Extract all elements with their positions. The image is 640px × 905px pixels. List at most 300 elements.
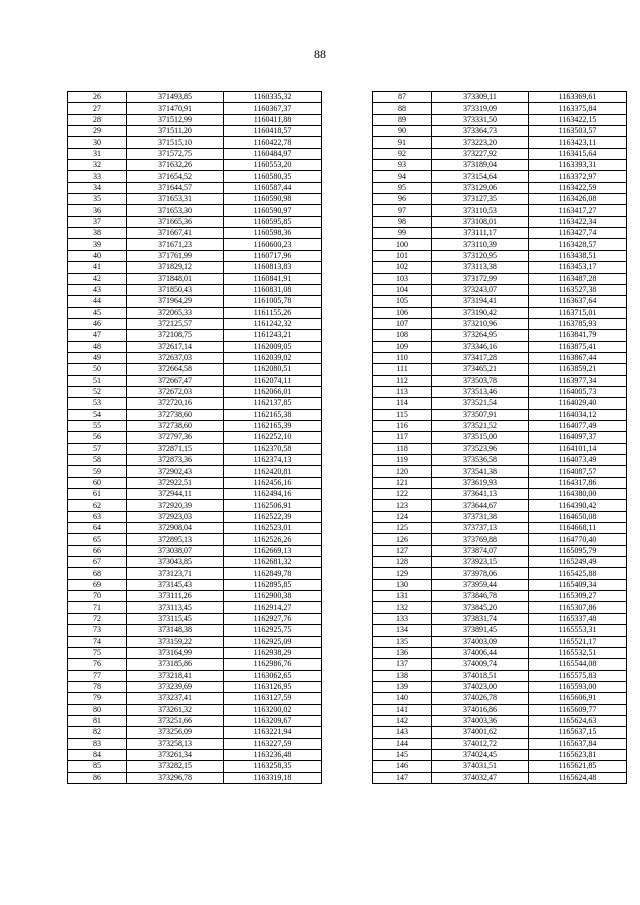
point-number-cell: 142 xyxy=(373,715,432,726)
x-coordinate-cell: 373256,09 xyxy=(127,727,224,738)
point-number-cell: 101 xyxy=(373,250,432,261)
point-number-cell: 122 xyxy=(373,489,432,500)
y-coordinate-cell: 1164380,00 xyxy=(529,489,627,500)
y-coordinate-cell: 1165624,63 xyxy=(529,715,627,726)
y-coordinate-cell: 1163417,27 xyxy=(529,205,627,216)
x-coordinate-cell: 373227,92 xyxy=(432,148,529,159)
table-row xyxy=(68,500,322,511)
x-coordinate-cell: 372902,43 xyxy=(127,466,224,477)
table-row xyxy=(373,273,627,284)
table-row xyxy=(373,477,627,488)
point-number-cell: 93 xyxy=(373,160,432,171)
table-row xyxy=(68,466,322,477)
x-coordinate-cell: 373123,71 xyxy=(127,568,224,579)
table-row xyxy=(373,103,627,114)
point-number-cell: 144 xyxy=(373,738,432,749)
table-row xyxy=(68,738,322,749)
point-number-cell: 106 xyxy=(373,307,432,318)
point-number-cell: 58 xyxy=(68,455,127,466)
y-coordinate-cell: 1165409,34 xyxy=(529,579,627,590)
point-number-cell: 109 xyxy=(373,341,432,352)
y-coordinate-cell: 1162165,38 xyxy=(224,409,322,420)
table-row xyxy=(373,670,627,681)
table-row xyxy=(373,523,627,534)
table-row xyxy=(373,330,627,341)
point-number-cell: 119 xyxy=(373,455,432,466)
x-coordinate-cell: 373515,00 xyxy=(432,432,529,443)
table-row xyxy=(68,523,322,534)
table-row xyxy=(68,228,322,239)
point-number-cell: 98 xyxy=(373,216,432,227)
table-row xyxy=(373,262,627,273)
x-coordinate-cell: 371511,20 xyxy=(127,126,224,137)
x-coordinate-cell: 372920,39 xyxy=(127,500,224,511)
table-row xyxy=(373,296,627,307)
y-coordinate-cell: 1160587,44 xyxy=(224,182,322,193)
x-coordinate-cell: 374003,09 xyxy=(432,636,529,647)
y-coordinate-cell: 1162009,05 xyxy=(224,341,322,352)
table-row xyxy=(68,216,322,227)
x-coordinate-cell: 371667,41 xyxy=(127,228,224,239)
y-coordinate-cell: 1162374,13 xyxy=(224,455,322,466)
y-coordinate-cell: 1162938,29 xyxy=(224,647,322,658)
x-coordinate-cell: 372944,11 xyxy=(127,489,224,500)
x-coordinate-cell: 373258,13 xyxy=(127,738,224,749)
table-row xyxy=(68,455,322,466)
table-row xyxy=(68,409,322,420)
y-coordinate-cell: 1163422,34 xyxy=(529,216,627,227)
point-number-cell: 77 xyxy=(68,670,127,681)
y-coordinate-cell: 1162522,39 xyxy=(224,511,322,522)
y-coordinate-cell: 1164101,14 xyxy=(529,443,627,454)
point-number-cell: 139 xyxy=(373,681,432,692)
table-row xyxy=(373,148,627,159)
point-number-cell: 104 xyxy=(373,284,432,295)
x-coordinate-cell: 373282,15 xyxy=(127,761,224,772)
y-coordinate-cell: 1165637,15 xyxy=(529,727,627,738)
point-number-cell: 102 xyxy=(373,262,432,273)
point-number-cell: 62 xyxy=(68,500,127,511)
table-row xyxy=(373,364,627,375)
y-coordinate-cell: 1160418,57 xyxy=(224,126,322,137)
table-row xyxy=(68,591,322,602)
y-coordinate-cell: 1165593,00 xyxy=(529,681,627,692)
point-number-cell: 120 xyxy=(373,466,432,477)
y-coordinate-cell: 1160595,85 xyxy=(224,216,322,227)
y-coordinate-cell: 1165425,88 xyxy=(529,568,627,579)
x-coordinate-cell: 372108,75 xyxy=(127,330,224,341)
y-coordinate-cell: 1165544,08 xyxy=(529,659,627,670)
table-row xyxy=(68,761,322,772)
table-row xyxy=(373,591,627,602)
point-number-cell: 33 xyxy=(68,171,127,182)
table-row xyxy=(373,715,627,726)
x-coordinate-cell: 372720,16 xyxy=(127,398,224,409)
table-row xyxy=(373,761,627,772)
point-number-cell: 44 xyxy=(68,296,127,307)
y-coordinate-cell: 1163127,59 xyxy=(224,693,322,704)
x-coordinate-cell: 373113,45 xyxy=(127,602,224,613)
x-coordinate-cell: 371850,43 xyxy=(127,284,224,295)
x-coordinate-cell: 373172,99 xyxy=(432,273,529,284)
point-number-cell: 147 xyxy=(373,772,432,783)
y-coordinate-cell: 1163637,64 xyxy=(529,296,627,307)
point-number-cell: 72 xyxy=(68,613,127,624)
x-coordinate-cell: 372908,04 xyxy=(127,523,224,534)
x-coordinate-cell: 373846,78 xyxy=(432,591,529,602)
x-coordinate-cell: 373541,38 xyxy=(432,466,529,477)
y-coordinate-cell: 1160367,37 xyxy=(224,103,322,114)
point-number-cell: 37 xyxy=(68,216,127,227)
table-row xyxy=(373,647,627,658)
table-row xyxy=(373,284,627,295)
point-number-cell: 123 xyxy=(373,500,432,511)
y-coordinate-cell: 1160553,20 xyxy=(224,160,322,171)
table-row xyxy=(373,160,627,171)
table-row xyxy=(68,489,322,500)
table-row xyxy=(373,137,627,148)
table-row xyxy=(373,114,627,125)
y-coordinate-cell: 1160580,35 xyxy=(224,171,322,182)
y-coordinate-cell: 1165553,31 xyxy=(529,625,627,636)
point-number-cell: 52 xyxy=(68,386,127,397)
x-coordinate-cell: 373129,06 xyxy=(432,182,529,193)
x-coordinate-cell: 371515,10 xyxy=(127,137,224,148)
table-row xyxy=(373,455,627,466)
table-row xyxy=(68,545,322,556)
table-row xyxy=(68,693,322,704)
x-coordinate-cell: 374024,45 xyxy=(432,749,529,760)
point-number-cell: 70 xyxy=(68,591,127,602)
point-number-cell: 127 xyxy=(373,545,432,556)
table-row xyxy=(373,375,627,386)
y-coordinate-cell: 1162681,32 xyxy=(224,557,322,568)
point-number-cell: 67 xyxy=(68,557,127,568)
y-coordinate-cell: 1163258,35 xyxy=(224,761,322,772)
x-coordinate-cell: 373185,86 xyxy=(127,659,224,670)
x-coordinate-cell: 372797,36 xyxy=(127,432,224,443)
table-row xyxy=(68,420,322,431)
y-coordinate-cell: 1161005,78 xyxy=(224,296,322,307)
y-coordinate-cell: 1161155,26 xyxy=(224,307,322,318)
table-row xyxy=(68,114,322,125)
point-number-cell: 36 xyxy=(68,205,127,216)
point-number-cell: 90 xyxy=(373,126,432,137)
coordinates-table-right xyxy=(372,91,627,784)
x-coordinate-cell: 373891,45 xyxy=(432,625,529,636)
y-coordinate-cell: 1160590,97 xyxy=(224,205,322,216)
y-coordinate-cell: 1163438,51 xyxy=(529,250,627,261)
table-row xyxy=(68,557,322,568)
x-coordinate-cell: 373331,50 xyxy=(432,114,529,125)
point-number-cell: 116 xyxy=(373,420,432,431)
y-coordinate-cell: 1162986,76 xyxy=(224,659,322,670)
x-coordinate-cell: 373641,13 xyxy=(432,489,529,500)
y-coordinate-cell: 1162066,01 xyxy=(224,386,322,397)
point-number-cell: 46 xyxy=(68,318,127,329)
point-number-cell: 96 xyxy=(373,194,432,205)
point-number-cell: 145 xyxy=(373,749,432,760)
y-coordinate-cell: 1163977,34 xyxy=(529,375,627,386)
x-coordinate-cell: 374023,00 xyxy=(432,681,529,692)
y-coordinate-cell: 1165337,48 xyxy=(529,613,627,624)
x-coordinate-cell: 373243,07 xyxy=(432,284,529,295)
x-coordinate-cell: 373164,99 xyxy=(127,647,224,658)
point-number-cell: 138 xyxy=(373,670,432,681)
table-row xyxy=(68,318,322,329)
point-number-cell: 83 xyxy=(68,738,127,749)
point-number-cell: 45 xyxy=(68,307,127,318)
y-coordinate-cell: 1163319,18 xyxy=(224,772,322,783)
point-number-cell: 128 xyxy=(373,557,432,568)
y-coordinate-cell: 1163423,11 xyxy=(529,137,627,148)
x-coordinate-cell: 373159,22 xyxy=(127,636,224,647)
y-coordinate-cell: 1160841,91 xyxy=(224,273,322,284)
y-coordinate-cell: 1162074,11 xyxy=(224,375,322,386)
x-coordinate-cell: 374026,78 xyxy=(432,693,529,704)
table-row xyxy=(373,659,627,670)
x-coordinate-cell: 373115,45 xyxy=(127,613,224,624)
table-row xyxy=(373,749,627,760)
table-row xyxy=(373,534,627,545)
y-coordinate-cell: 1163372,97 xyxy=(529,171,627,182)
x-coordinate-cell: 373154,64 xyxy=(432,171,529,182)
x-coordinate-cell: 373874,07 xyxy=(432,545,529,556)
y-coordinate-cell: 1160335,32 xyxy=(224,92,322,103)
point-number-cell: 87 xyxy=(373,92,432,103)
x-coordinate-cell: 371654,52 xyxy=(127,171,224,182)
point-number-cell: 28 xyxy=(68,114,127,125)
table-row xyxy=(68,659,322,670)
point-number-cell: 43 xyxy=(68,284,127,295)
point-number-cell: 137 xyxy=(373,659,432,670)
y-coordinate-cell: 1164650,08 xyxy=(529,511,627,522)
table-row xyxy=(68,296,322,307)
y-coordinate-cell: 1165532,51 xyxy=(529,647,627,658)
y-coordinate-cell: 1163487,28 xyxy=(529,273,627,284)
x-coordinate-cell: 373127,35 xyxy=(432,194,529,205)
x-coordinate-cell: 373309,11 xyxy=(432,92,529,103)
point-number-cell: 125 xyxy=(373,523,432,534)
table-row xyxy=(373,568,627,579)
table-row xyxy=(373,613,627,624)
table-row xyxy=(68,284,322,295)
table-row xyxy=(373,126,627,137)
x-coordinate-cell: 373619,93 xyxy=(432,477,529,488)
point-number-cell: 114 xyxy=(373,398,432,409)
table-row xyxy=(68,205,322,216)
table-row xyxy=(373,205,627,216)
table-row xyxy=(373,228,627,239)
point-number-cell: 49 xyxy=(68,352,127,363)
y-coordinate-cell: 1165575,83 xyxy=(529,670,627,681)
table-row xyxy=(68,171,322,182)
y-coordinate-cell: 1163785,93 xyxy=(529,318,627,329)
point-number-cell: 80 xyxy=(68,704,127,715)
table-row xyxy=(68,330,322,341)
x-coordinate-cell: 374016,86 xyxy=(432,704,529,715)
y-coordinate-cell: 1162669,13 xyxy=(224,545,322,556)
point-number-cell: 91 xyxy=(373,137,432,148)
x-coordinate-cell: 373831,74 xyxy=(432,613,529,624)
x-coordinate-cell: 373296,78 xyxy=(127,772,224,783)
table-row xyxy=(68,681,322,692)
x-coordinate-cell: 371848,01 xyxy=(127,273,224,284)
point-number-cell: 53 xyxy=(68,398,127,409)
table-row xyxy=(373,636,627,647)
point-number-cell: 126 xyxy=(373,534,432,545)
y-coordinate-cell: 1162370,58 xyxy=(224,443,322,454)
table-row xyxy=(68,375,322,386)
point-number-cell: 76 xyxy=(68,659,127,670)
table-row xyxy=(68,579,322,590)
point-number-cell: 26 xyxy=(68,92,127,103)
x-coordinate-cell: 373210,96 xyxy=(432,318,529,329)
y-coordinate-cell: 1161242,32 xyxy=(224,318,322,329)
x-coordinate-cell: 373513,46 xyxy=(432,386,529,397)
x-coordinate-cell: 373218,41 xyxy=(127,670,224,681)
y-coordinate-cell: 1163426,08 xyxy=(529,194,627,205)
point-number-cell: 136 xyxy=(373,647,432,658)
point-number-cell: 135 xyxy=(373,636,432,647)
x-coordinate-cell: 372672,03 xyxy=(127,386,224,397)
x-coordinate-cell: 373108,01 xyxy=(432,216,529,227)
x-coordinate-cell: 373536,58 xyxy=(432,455,529,466)
x-coordinate-cell: 373190,42 xyxy=(432,307,529,318)
x-coordinate-cell: 373110,53 xyxy=(432,205,529,216)
table-row xyxy=(373,420,627,431)
x-coordinate-cell: 372871,15 xyxy=(127,443,224,454)
y-coordinate-cell: 1162900,38 xyxy=(224,591,322,602)
x-coordinate-cell: 374001,62 xyxy=(432,727,529,738)
point-number-cell: 82 xyxy=(68,727,127,738)
table-row xyxy=(373,466,627,477)
table-row xyxy=(68,772,322,783)
x-coordinate-cell: 372923,03 xyxy=(127,511,224,522)
table-row xyxy=(68,625,322,636)
y-coordinate-cell: 1163209,67 xyxy=(224,715,322,726)
x-coordinate-cell: 373465,21 xyxy=(432,364,529,375)
point-number-cell: 74 xyxy=(68,636,127,647)
table-row xyxy=(68,239,322,250)
point-number-cell: 75 xyxy=(68,647,127,658)
table-row xyxy=(68,636,322,647)
table-row xyxy=(373,602,627,613)
x-coordinate-cell: 371644,57 xyxy=(127,182,224,193)
point-number-cell: 48 xyxy=(68,341,127,352)
point-number-cell: 100 xyxy=(373,239,432,250)
x-coordinate-cell: 371653,31 xyxy=(127,194,224,205)
table-row xyxy=(68,511,322,522)
point-number-cell: 105 xyxy=(373,296,432,307)
point-number-cell: 54 xyxy=(68,409,127,420)
y-coordinate-cell: 1163867,44 xyxy=(529,352,627,363)
x-coordinate-cell: 372664,58 xyxy=(127,364,224,375)
table-row xyxy=(68,103,322,114)
point-number-cell: 55 xyxy=(68,420,127,431)
y-coordinate-cell: 1162895,85 xyxy=(224,579,322,590)
point-number-cell: 78 xyxy=(68,681,127,692)
y-coordinate-cell: 1165606,91 xyxy=(529,693,627,704)
x-coordinate-cell: 372667,47 xyxy=(127,375,224,386)
x-coordinate-cell: 373264,95 xyxy=(432,330,529,341)
point-number-cell: 79 xyxy=(68,693,127,704)
table-row xyxy=(68,670,322,681)
point-number-cell: 42 xyxy=(68,273,127,284)
x-coordinate-cell: 373731,38 xyxy=(432,511,529,522)
point-number-cell: 124 xyxy=(373,511,432,522)
point-number-cell: 94 xyxy=(373,171,432,182)
table-row xyxy=(68,250,322,261)
table-row xyxy=(68,749,322,760)
x-coordinate-cell: 374012,72 xyxy=(432,738,529,749)
table-row xyxy=(68,194,322,205)
point-number-cell: 39 xyxy=(68,239,127,250)
point-number-cell: 30 xyxy=(68,137,127,148)
point-number-cell: 66 xyxy=(68,545,127,556)
x-coordinate-cell: 373113,38 xyxy=(432,262,529,273)
point-number-cell: 99 xyxy=(373,228,432,239)
table-row xyxy=(373,352,627,363)
table-row xyxy=(68,398,322,409)
table-row xyxy=(373,398,627,409)
x-coordinate-cell: 374018,51 xyxy=(432,670,529,681)
point-number-cell: 34 xyxy=(68,182,127,193)
y-coordinate-cell: 1163393,31 xyxy=(529,160,627,171)
point-number-cell: 69 xyxy=(68,579,127,590)
table-row xyxy=(373,318,627,329)
x-coordinate-cell: 373237,41 xyxy=(127,693,224,704)
y-coordinate-cell: 1163200,02 xyxy=(224,704,322,715)
x-coordinate-cell: 371829,12 xyxy=(127,262,224,273)
table-row xyxy=(373,727,627,738)
table-row xyxy=(68,647,322,658)
table-row xyxy=(373,341,627,352)
point-number-cell: 112 xyxy=(373,375,432,386)
table-row xyxy=(68,182,322,193)
point-number-cell: 140 xyxy=(373,693,432,704)
table-row xyxy=(68,568,322,579)
y-coordinate-cell: 1163369,61 xyxy=(529,92,627,103)
x-coordinate-cell: 373523,96 xyxy=(432,443,529,454)
x-coordinate-cell: 373845,20 xyxy=(432,602,529,613)
y-coordinate-cell: 1164317,86 xyxy=(529,477,627,488)
table-row xyxy=(68,307,322,318)
y-coordinate-cell: 1160600,23 xyxy=(224,239,322,250)
x-coordinate-cell: 373319,09 xyxy=(432,103,529,114)
y-coordinate-cell: 1163236,48 xyxy=(224,749,322,760)
x-coordinate-cell: 373120,95 xyxy=(432,250,529,261)
y-coordinate-cell: 1162420,81 xyxy=(224,466,322,477)
y-coordinate-cell: 1164097,37 xyxy=(529,432,627,443)
x-coordinate-cell: 372637,03 xyxy=(127,352,224,363)
x-coordinate-cell: 374031,51 xyxy=(432,761,529,772)
point-number-cell: 50 xyxy=(68,364,127,375)
y-coordinate-cell: 1162137,85 xyxy=(224,398,322,409)
point-number-cell: 59 xyxy=(68,466,127,477)
y-coordinate-cell: 1160590,98 xyxy=(224,194,322,205)
table-row xyxy=(68,341,322,352)
table-row xyxy=(68,477,322,488)
table-row xyxy=(373,92,627,103)
x-coordinate-cell: 374003,36 xyxy=(432,715,529,726)
x-coordinate-cell: 374006,44 xyxy=(432,647,529,658)
x-coordinate-cell: 373223,20 xyxy=(432,137,529,148)
x-coordinate-cell: 371632,26 xyxy=(127,160,224,171)
point-number-cell: 35 xyxy=(68,194,127,205)
table-row xyxy=(68,443,322,454)
y-coordinate-cell: 1162526,26 xyxy=(224,534,322,545)
